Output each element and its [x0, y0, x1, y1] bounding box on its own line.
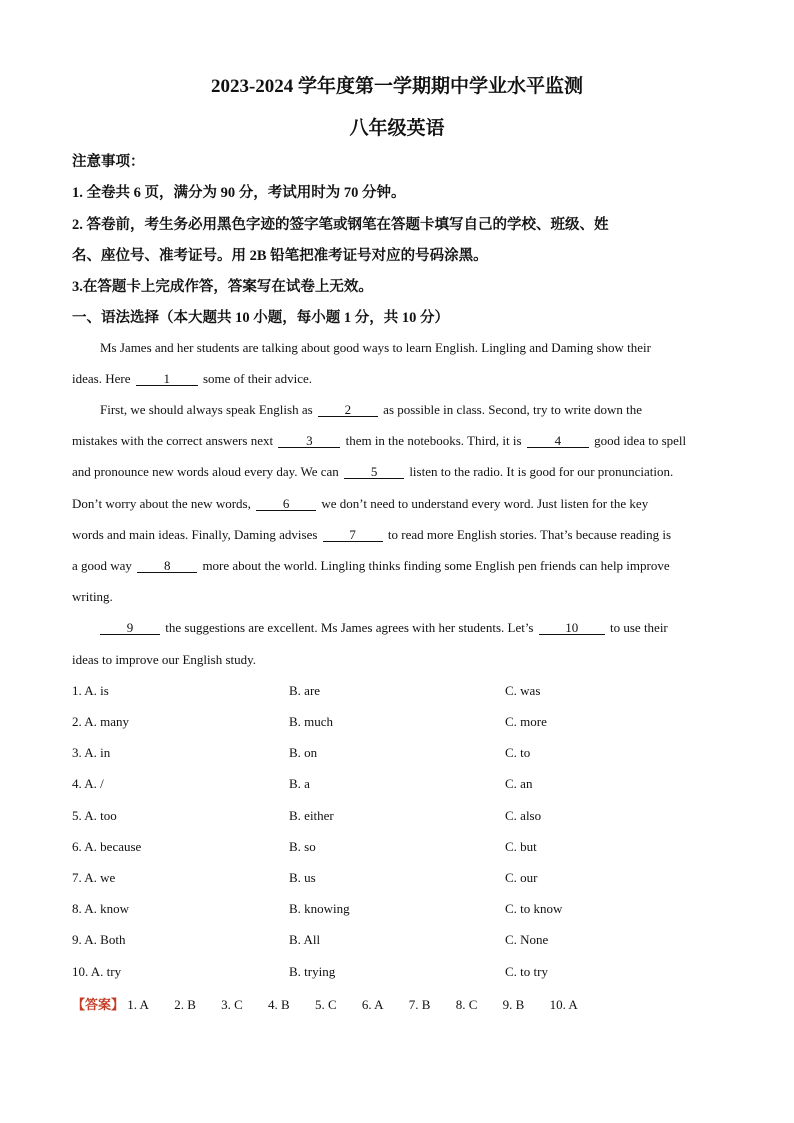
passage-text: listen to the radio. It is good for our pronunciation.	[409, 464, 674, 479]
option-6a: 6. A. because	[72, 839, 142, 854]
notice-item-1: 1. 全卷共 6 页，满分为 90 分，考试用时为 70 分钟。	[72, 185, 406, 201]
option-7b: B. us	[289, 870, 316, 885]
option-10a: 10. A. try	[72, 964, 122, 979]
option-10b: B. trying	[289, 964, 336, 979]
passage-line-2	[72, 371, 312, 387]
passage-text: words and main ideas. Finally, Daming advises	[72, 527, 318, 542]
option-5c: C. also	[505, 808, 542, 823]
passage-text: the suggestions are excellent. Ms James agrees with her students. Let’s	[165, 620, 534, 635]
blank-7: 7	[323, 528, 383, 542]
option-8c: C. to know	[505, 901, 563, 916]
passage-text: to read more English stories. That’s because reading is	[387, 527, 672, 542]
passage-text: some of their advice.	[202, 371, 312, 386]
passage-text: mistakes with the correct answers next	[72, 433, 274, 448]
blank-9: 9	[100, 621, 160, 635]
blank-10: 10	[539, 621, 605, 635]
section-title: 一、语法选择（本大题共 10 小题，每小题 1 分，共 10 分）	[72, 310, 449, 326]
passage-line-9: writing.	[72, 589, 113, 604]
exam-subtitle: 八年级英语	[349, 118, 445, 139]
option-9a: 9. A. Both	[72, 932, 126, 947]
passage-line-4	[72, 433, 686, 449]
passage-text: First, we should always speak English as	[100, 402, 313, 417]
option-8a: 8. A. know	[72, 901, 130, 916]
answer-key	[72, 994, 600, 1013]
blank-3: 3	[278, 434, 340, 448]
option-3c: C. to	[505, 745, 531, 760]
option-9b: B. All	[289, 932, 321, 947]
passage-text: we don’t need to understand every word. Just listen for the key	[321, 496, 649, 511]
passage-text: and pronounce new words aloud every day. We can	[72, 464, 339, 479]
answer-item: 7. B	[408, 997, 431, 1012]
passage-text: more about the world. Lingling thinks finding some English pen friends can help improve	[202, 558, 670, 573]
answer-tag: 【答案】	[72, 997, 125, 1012]
option-4b: B. a	[289, 776, 310, 791]
passage-text: them in the notebooks. Third, it is	[345, 433, 522, 448]
option-2b: B. much	[289, 714, 334, 729]
answer-item: 9. B	[502, 997, 525, 1012]
passage-text: a good way	[72, 558, 132, 573]
notice-item-2b: 名、座位号、准考证号。用 2B 铅笔把准考证号对应的号码涂黑。	[72, 248, 488, 264]
answer-item: 10. A	[549, 997, 578, 1012]
notice-item-3: 3.在答题卡上完成作答，答案写在试卷上无效。	[72, 279, 373, 295]
option-7c: C. our	[505, 870, 538, 885]
blank-8: 8	[137, 559, 197, 573]
option-5b: B. either	[289, 808, 334, 823]
passage-line-8	[72, 558, 670, 574]
option-1a: 1. A. is	[72, 683, 109, 698]
blank-2: 2	[318, 403, 378, 417]
passage-line-7	[72, 527, 671, 543]
passage-line-3	[100, 402, 642, 418]
passage-text: good idea to spell	[594, 433, 687, 448]
blank-1: 1	[136, 372, 198, 386]
option-3b: B. on	[289, 745, 318, 760]
passage-text: ideas. Here	[72, 371, 131, 386]
passage-line-11: ideas to improve our English study.	[72, 652, 257, 667]
option-7a: 7. A. we	[72, 870, 116, 885]
option-8b: B. knowing	[289, 901, 350, 916]
passage-text: as possible in class. Second, try to write down the	[383, 402, 643, 417]
passage-line-1: Ms James and her students are talking about good ways to learn English. Lingling and Daming show their	[100, 340, 651, 355]
answer-item: 8. C	[455, 997, 478, 1012]
option-4a: 4. A. /	[72, 776, 104, 791]
option-6c: C. but	[505, 839, 537, 854]
passage-line-10	[98, 620, 668, 636]
answer-item: 5. C	[314, 997, 337, 1012]
answer-item: 6. A	[361, 997, 384, 1012]
option-5a: 5. A. too	[72, 808, 117, 823]
option-9c: C. None	[505, 932, 549, 947]
blank-6: 6	[256, 497, 316, 511]
answer-item: 3. C	[221, 997, 243, 1012]
option-3a: 3. A. in	[72, 745, 111, 760]
answer-item: 4. B	[268, 997, 290, 1012]
option-1b: B. are	[289, 683, 321, 698]
passage-line-6	[72, 496, 648, 512]
exam-title: 2023-2024 学年度第一学期期中学业水平监测	[210, 76, 584, 97]
option-2c: C. more	[505, 714, 547, 729]
blank-4: 4	[527, 434, 589, 448]
option-2a: 2. A. many	[72, 714, 130, 729]
passage-line-5	[72, 464, 673, 480]
passage-text: to use their	[610, 620, 668, 635]
option-10c: C. to try	[505, 964, 548, 979]
answer-item: 1. A	[127, 997, 149, 1012]
answer-item: 2. B	[174, 997, 196, 1012]
notice-item-2a: 2. 答卷前，考生务必用黑色字迹的签字笔或钢笔在答题卡填写自己的学校、班级、姓	[72, 217, 609, 233]
option-4c: C. an	[505, 776, 533, 791]
option-1c: C. was	[505, 683, 541, 698]
blank-5: 5	[344, 465, 404, 479]
passage-text: Don’t worry about the new words,	[72, 496, 251, 511]
option-6b: B. so	[289, 839, 316, 854]
notice-heading: 注意事项：	[72, 154, 145, 170]
